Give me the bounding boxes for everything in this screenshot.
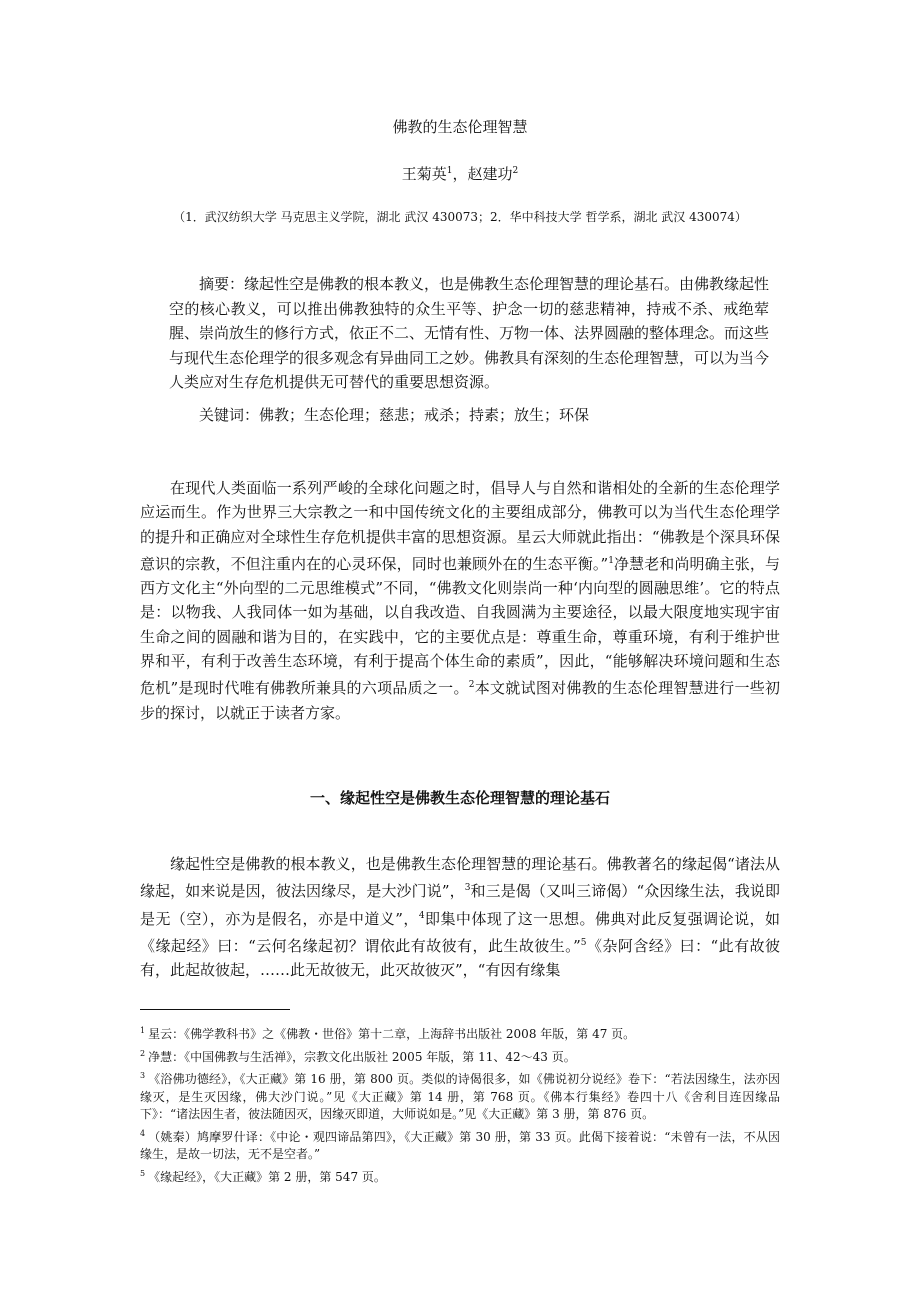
footnote-ref: 3 xyxy=(464,883,471,894)
footnote-text: 《浴佛功德经》，《大正藏》第 16 册，第 800 页。类似的诗偈很多，如《佛说初分说经》卷下：“若法因缘生，法亦因缘灭，是生灭因缘，佛大沙门说。”见《大正藏》第 14 册，第 768 页。《佛本行集经》卷四十八《舍利目连因缘品下》：“诸法因生者，彼法随因灭，因缘灭即道，大师说如是。”见《大正藏》第 3 册，第 876 页。 xyxy=(140,1072,780,1121)
footnote xyxy=(140,1022,780,1044)
footnote xyxy=(140,1067,780,1124)
footnote-text: （姚秦）鸠摩罗什译：《中论・观四谛品第四》，《大正藏》第 30 册，第 33 页。此偈下接着说：“未曾有一法，不从因缘生，是故一切法，无不是空者。” xyxy=(140,1129,780,1161)
text-run: 和三是偈（又叫三谛偈）“众因缘生法，我说即是无（空），亦为是假名，亦是中道义”， xyxy=(140,882,781,928)
footnote-ref: 4 xyxy=(418,910,425,921)
footnote-ref: 1 xyxy=(608,555,614,566)
author-name: 王菊英 xyxy=(401,165,447,183)
footnote xyxy=(140,1045,780,1067)
section-heading: 一、缘起性空是佛教生态伦理智慧的理论基石 xyxy=(309,789,610,807)
footnote-ref: 5 xyxy=(580,937,587,948)
footnote-divider xyxy=(140,1009,290,1010)
footnote-text: 星云：《佛学教科书》之《佛教・世俗》第十二章，上海辞书出版社 2008 年版，第 47 页。 xyxy=(148,1027,636,1041)
text-run: 缘起性空是佛教的根本教义，也是佛教生态伦理智慧的理论基石。佛教著名的缘起偈“诸法从缘起，如来说是因，彼法因缘尽，是大沙门说”， xyxy=(140,855,780,901)
author-line xyxy=(0,163,920,184)
keywords: 关键词：佛教；生态伦理；慈悲；戒杀；持素；放生；环保 xyxy=(199,406,590,424)
text-run: 本文就试图对佛教的生态伦理智慧进行一些初步的探讨，以就正于读者方家。 xyxy=(140,679,780,722)
text-run: 净慧老和尚明确主张，与西方文化主“外向型的二元思维模式”不同，“佛教文化则崇尚一种‘内向型的圆融思维’。它的特点是：以物我、人我同体一如为基础，以自我改造、自我圆满为主要途径，以最大限度地实现宇宙生命之间的圆融和谐为目的，在实践中，它的主要优点是：尊重生命，尊重环境，有利于维护世界和平，有利于改善生态环境，有利于提高个体生命的素质”，因此，“能够解决环境问题和生态危机”是现时代唯有佛教所兼具的六项品质之一。 xyxy=(140,554,780,698)
footnote-number: 4 xyxy=(140,1128,146,1138)
footnote xyxy=(140,1165,780,1187)
text-run: 《杂阿含经》曰：“此有故彼有，此起故彼起，……此无故彼无，此灭故彼灭”，“有因有缘集 xyxy=(140,936,781,980)
intro-section xyxy=(140,476,780,725)
author-separator: ， xyxy=(452,165,468,183)
paper-title: 佛教的生态伦理智慧 xyxy=(392,118,528,136)
intro-paragraph xyxy=(140,476,780,725)
author-affil-mark: 2 xyxy=(512,166,519,176)
footnote-text: 净慧：《中国佛教与生活禅》，宗教文化出版社 2005 年版，第 11、42～43 页。 xyxy=(148,1049,576,1064)
affiliation: （1．武汉纺织大学 马克思主义学院，湖北 武汉 430073；2．华中科技大学 哲学系，湖北 武汉 430074） xyxy=(173,210,747,224)
abstract-text: 摘要：缘起性空是佛教的根本教义，也是佛教生态伦理智慧的理论基石。由佛教缘起性空的核心教义，可以推出佛教独特的众生平等、护念一切的慈悲精神，持戒不杀、戒绝荤腥、崇尚放生的修行方式，依正不二、无情有性、万物一体、法界圆融的整体理念。而这些与现代生态伦理学的很多观念有异曲同工之妙。佛教具有深刻的生态伦理智慧，可以为当今人类应对生存危机提供无可替代的重要思想资源。 xyxy=(169,275,770,391)
body-paragraph xyxy=(140,852,780,982)
footnote xyxy=(140,1125,780,1164)
footnote-number: 5 xyxy=(140,1168,146,1178)
abstract xyxy=(169,272,769,395)
footnotes xyxy=(140,1022,780,1187)
section-body xyxy=(140,852,780,982)
footnote-number: 2 xyxy=(140,1048,146,1058)
footnote-ref: 2 xyxy=(468,680,475,691)
text-run: 在现代人类面临一系列严峻的全球化问题之时，倡导人与自然和谐相处的全新的生态伦理学应运而生。作为世界三大宗教之一和中国传统文化的主要组成部分，佛教可以为当代生态伦理学的提升和正确应对全球性生存危机提供丰富的思想资源。星云大师就此指出：“佛教是个深具环保意识的宗教，不但注重内在的心灵环保，同时也兼顾外在的生态平衡。” xyxy=(140,479,780,573)
author-name: 赵建功 xyxy=(467,165,513,183)
footnote-number: 3 xyxy=(140,1071,146,1080)
text-run: 即集中体现了这一思想。佛典对此反复强调论说，如《缘起经》曰：“云何名缘起初？谓依此有故彼有，此生故彼生。” xyxy=(140,909,780,955)
author-affil-mark: 1 xyxy=(446,166,453,176)
footnote-number: 1 xyxy=(140,1026,146,1035)
footnote-text: 《缘起经》，《大正藏》第 2 册，第 547 页。 xyxy=(148,1169,386,1184)
